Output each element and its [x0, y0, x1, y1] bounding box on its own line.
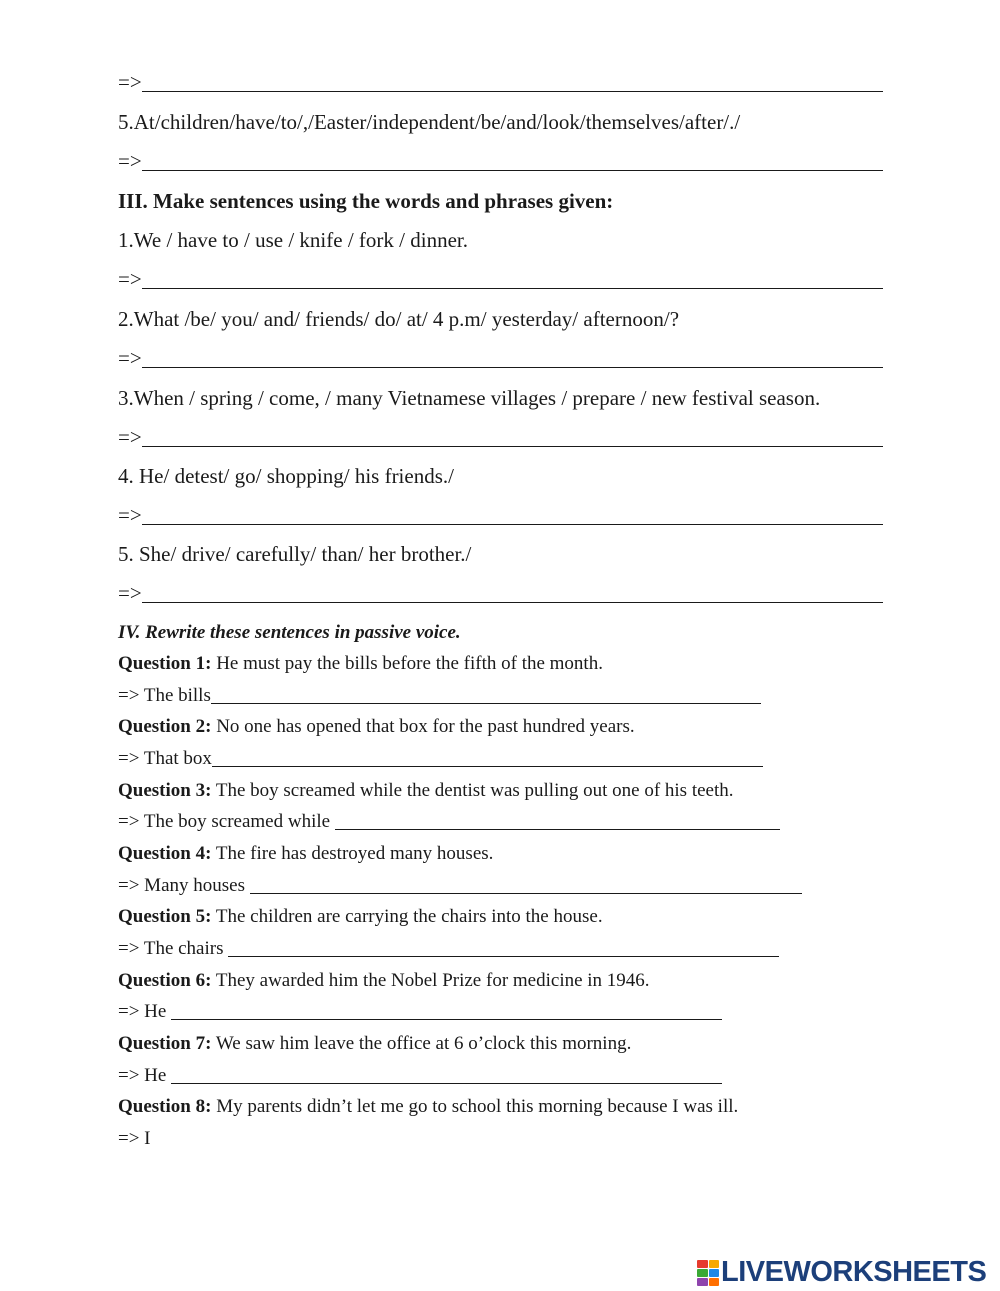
section3-item-1: 1.We / have to / use / knife / fork / dinner.	[118, 228, 468, 252]
question-text: They awarded him the Nobel Prize for medicine in 1946.	[215, 970, 650, 991]
answer-line-s3-4[interactable]	[118, 503, 883, 528]
answer-prefix: => The boy screamed while	[118, 811, 335, 832]
answer-blank[interactable]	[335, 829, 780, 830]
question-text: We saw him leave the office at 6 o’clock this morning.	[215, 1033, 632, 1054]
section3-item-3: 3.When / spring / come, / many Vietnamese villages / prepare / new festival season.	[118, 386, 821, 410]
question-1	[118, 653, 603, 675]
question-6	[118, 970, 650, 992]
question-2	[118, 716, 635, 738]
question-label: Question 3:	[118, 780, 212, 801]
question-8	[118, 1096, 738, 1118]
answer-line-top[interactable]	[118, 70, 883, 95]
question-text: The boy screamed while the dentist was pulling out one of his teeth.	[215, 780, 734, 801]
logo-block	[709, 1260, 720, 1268]
answer-blank[interactable]	[211, 703, 761, 704]
question-text: The children are carrying the chairs into the house.	[215, 906, 603, 927]
question-3	[118, 780, 734, 802]
answer-blank[interactable]	[250, 893, 802, 894]
answer-blank[interactable]	[142, 602, 883, 603]
question-text: My parents didn’t let me go to school this morning because I was ill.	[216, 1096, 739, 1117]
question-label: Question 1:	[118, 653, 212, 674]
answer-blank[interactable]	[171, 1019, 722, 1020]
question-label: Question 7:	[118, 1033, 212, 1054]
logo-block	[697, 1278, 708, 1286]
answer-prefix: =>	[118, 425, 142, 449]
answer-prefix: =>	[118, 581, 142, 605]
answer-blank[interactable]	[228, 956, 779, 957]
logo-blocks-icon	[697, 1260, 719, 1286]
answer-prefix: =>	[118, 267, 142, 291]
answer-blank[interactable]	[171, 1083, 722, 1084]
logo-block	[697, 1260, 708, 1268]
question-label: Question 6:	[118, 970, 212, 991]
answer-line-q2[interactable]	[118, 748, 763, 770]
answer-blank[interactable]	[142, 367, 883, 368]
answer-prefix: =>	[118, 149, 142, 173]
question-4	[118, 843, 493, 865]
answer-line-s3-1[interactable]	[118, 267, 883, 292]
answer-line-q1[interactable]	[118, 685, 761, 707]
answer-line-s3-5[interactable]	[118, 581, 883, 606]
answer-blank[interactable]	[142, 524, 883, 525]
answer-blank[interactable]	[142, 288, 883, 289]
question-label: Question 5:	[118, 906, 212, 927]
question-text: No one has opened that box for the past hundred years.	[216, 716, 635, 737]
liveworksheets-logo	[697, 1256, 986, 1289]
answer-line-item5[interactable]	[118, 149, 883, 174]
answer-line-s3-3[interactable]	[118, 425, 883, 450]
answer-prefix: =>	[118, 70, 142, 94]
question-text: He must pay the bills before the fifth of the month.	[216, 653, 603, 674]
question-label: Question 2:	[118, 716, 212, 737]
logo-text: LIVEWORKSHEETS	[721, 1256, 987, 1288]
answer-prefix: => The chairs	[118, 938, 229, 959]
answer-prefix: => He	[118, 1065, 172, 1086]
answer-blank[interactable]	[142, 170, 883, 171]
answer-line-q3[interactable]	[118, 811, 780, 833]
answer-blank[interactable]	[142, 91, 883, 92]
answer-prefix: => Many houses	[118, 875, 250, 896]
answer-prefix: =>	[118, 503, 142, 527]
section3-item-2: 2.What /be/ you/ and/ friends/ do/ at/ 4 p.m/ yesterday/ afternoon/?	[118, 307, 680, 331]
item5-prompt: 5.At/children/have/to/,/Easter/independent/be/and/look/themselves/after/./	[118, 110, 741, 134]
question-text: The fire has destroyed many houses.	[215, 843, 494, 864]
answer-line-s3-2[interactable]	[118, 346, 883, 371]
answer-line-q6[interactable]	[118, 1001, 722, 1023]
section4-heading: IV. Rewrite these sentences in passive voice.	[118, 622, 461, 643]
logo-block	[697, 1269, 708, 1277]
question-label: Question 8:	[118, 1096, 212, 1117]
logo-block	[709, 1269, 720, 1277]
question-5	[118, 906, 603, 928]
answer-prefix: => The bills	[118, 685, 211, 706]
answer-prefix: =>	[118, 346, 142, 370]
answer-line-q5[interactable]	[118, 938, 779, 960]
answer-prefix: => That box	[118, 748, 212, 769]
answer-prefix: => He	[118, 1001, 172, 1022]
question-label: Question 4:	[118, 843, 212, 864]
answer-blank[interactable]	[212, 766, 763, 767]
section3-heading: III. Make sentences using the words and phrases given:	[118, 189, 614, 213]
answer-line-q4[interactable]	[118, 875, 802, 897]
logo-block	[709, 1278, 720, 1286]
section3-item-5: 5. She/ drive/ carefully/ than/ her brother./	[118, 542, 472, 566]
section3-item-4: 4. He/ detest/ go/ shopping/ his friends./	[118, 464, 454, 488]
answer-line-q7[interactable]	[118, 1065, 722, 1087]
answer-prefix: => I	[118, 1128, 151, 1149]
answer-line-q8[interactable]	[118, 1128, 151, 1150]
question-7	[118, 1033, 631, 1055]
answer-blank[interactable]	[142, 446, 883, 447]
